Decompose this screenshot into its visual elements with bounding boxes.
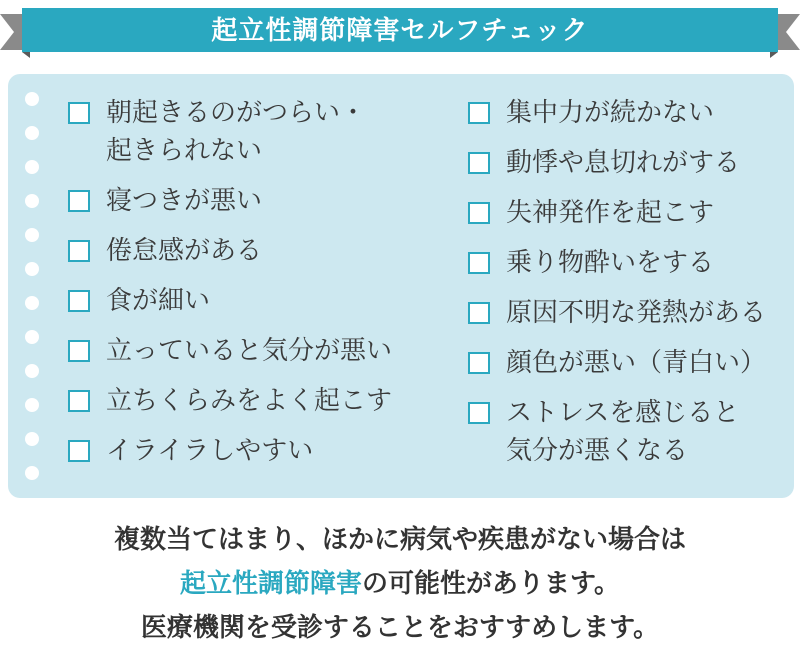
page-title: 起立性調節障害セルフチェック — [211, 16, 589, 46]
check-item[interactable] — [68, 94, 458, 170]
checkbox[interactable] — [468, 252, 490, 274]
checkbox[interactable] — [68, 102, 90, 124]
check-item-label: 乗り物酔いをする — [506, 248, 715, 278]
check-item-label: ストレスを感じると — [506, 398, 740, 428]
binder-ring — [25, 228, 39, 242]
check-item[interactable] — [468, 194, 788, 232]
title-banner — [0, 0, 800, 62]
checkbox[interactable] — [468, 352, 490, 374]
binder-ring — [25, 364, 39, 378]
check-item[interactable] — [468, 144, 788, 182]
check-item[interactable] — [468, 94, 788, 132]
checkbox[interactable] — [68, 390, 90, 412]
binder-ring — [25, 92, 39, 106]
footer-accent-text: 起立性調節障害 — [180, 569, 363, 599]
checkbox[interactable] — [68, 290, 90, 312]
check-item-label: 顔色が悪い（青白い） — [506, 348, 767, 378]
check-item-label: 倦怠感がある — [106, 236, 263, 266]
check-item[interactable] — [68, 432, 458, 470]
checkbox[interactable] — [468, 152, 490, 174]
checkbox[interactable] — [68, 340, 90, 362]
check-item[interactable] — [68, 182, 458, 220]
check-item[interactable] — [68, 332, 458, 370]
check-item-label: 立ちくらみをよく起こす — [106, 386, 393, 416]
footer-note — [0, 518, 800, 650]
check-item[interactable] — [68, 232, 458, 270]
checkbox[interactable] — [468, 202, 490, 224]
check-item-label: イライラしやすい — [106, 436, 314, 466]
checkbox[interactable] — [68, 190, 90, 212]
footer-line — [0, 562, 800, 606]
footer-line: 医療機関を受診することをおすすめします。 — [140, 613, 660, 643]
check-item[interactable] — [468, 244, 788, 282]
binder-ring — [25, 330, 39, 344]
checklist-panel — [8, 74, 794, 498]
binder-ring — [25, 194, 39, 208]
check-item-label: 食が細い — [106, 286, 211, 316]
check-item[interactable] — [468, 294, 788, 332]
binder-ring — [25, 296, 39, 310]
check-item[interactable] — [68, 382, 458, 420]
binder-ring — [25, 398, 39, 412]
check-item-label: 動悸や息切れがする — [506, 148, 741, 178]
checkbox[interactable] — [68, 440, 90, 462]
checklist-right-column — [468, 94, 788, 482]
check-item[interactable] — [68, 282, 458, 320]
check-item-label: 朝起きるのがつらい・ — [106, 98, 367, 128]
checkbox[interactable] — [468, 102, 490, 124]
binder-ring — [25, 432, 39, 446]
check-item-label: 立っていると気分が悪い — [106, 336, 393, 366]
binder-ring — [25, 126, 39, 140]
binder-ring — [25, 466, 39, 480]
check-item-label: 起きられない — [106, 136, 263, 166]
checklist-left-column — [68, 94, 458, 482]
binder-ring — [25, 262, 39, 276]
check-item[interactable] — [468, 344, 788, 382]
check-item-label: 集中力が続かない — [506, 98, 715, 128]
footer-text: の可能性があります。 — [362, 569, 620, 599]
footer-line: 複数当てはまり、ほかに病気や疾患がない場合は — [113, 525, 686, 555]
check-item-label: 原因不明な発熱がある — [506, 298, 767, 328]
check-item-label: 失神発作を起こす — [506, 198, 715, 228]
checkbox[interactable] — [68, 240, 90, 262]
check-item[interactable] — [468, 394, 788, 470]
checkbox[interactable] — [468, 402, 490, 424]
check-item-label: 気分が悪くなる — [506, 436, 689, 466]
check-item-label: 寝つきが悪い — [106, 186, 263, 216]
checkbox[interactable] — [468, 302, 490, 324]
binder-ring — [25, 160, 39, 174]
